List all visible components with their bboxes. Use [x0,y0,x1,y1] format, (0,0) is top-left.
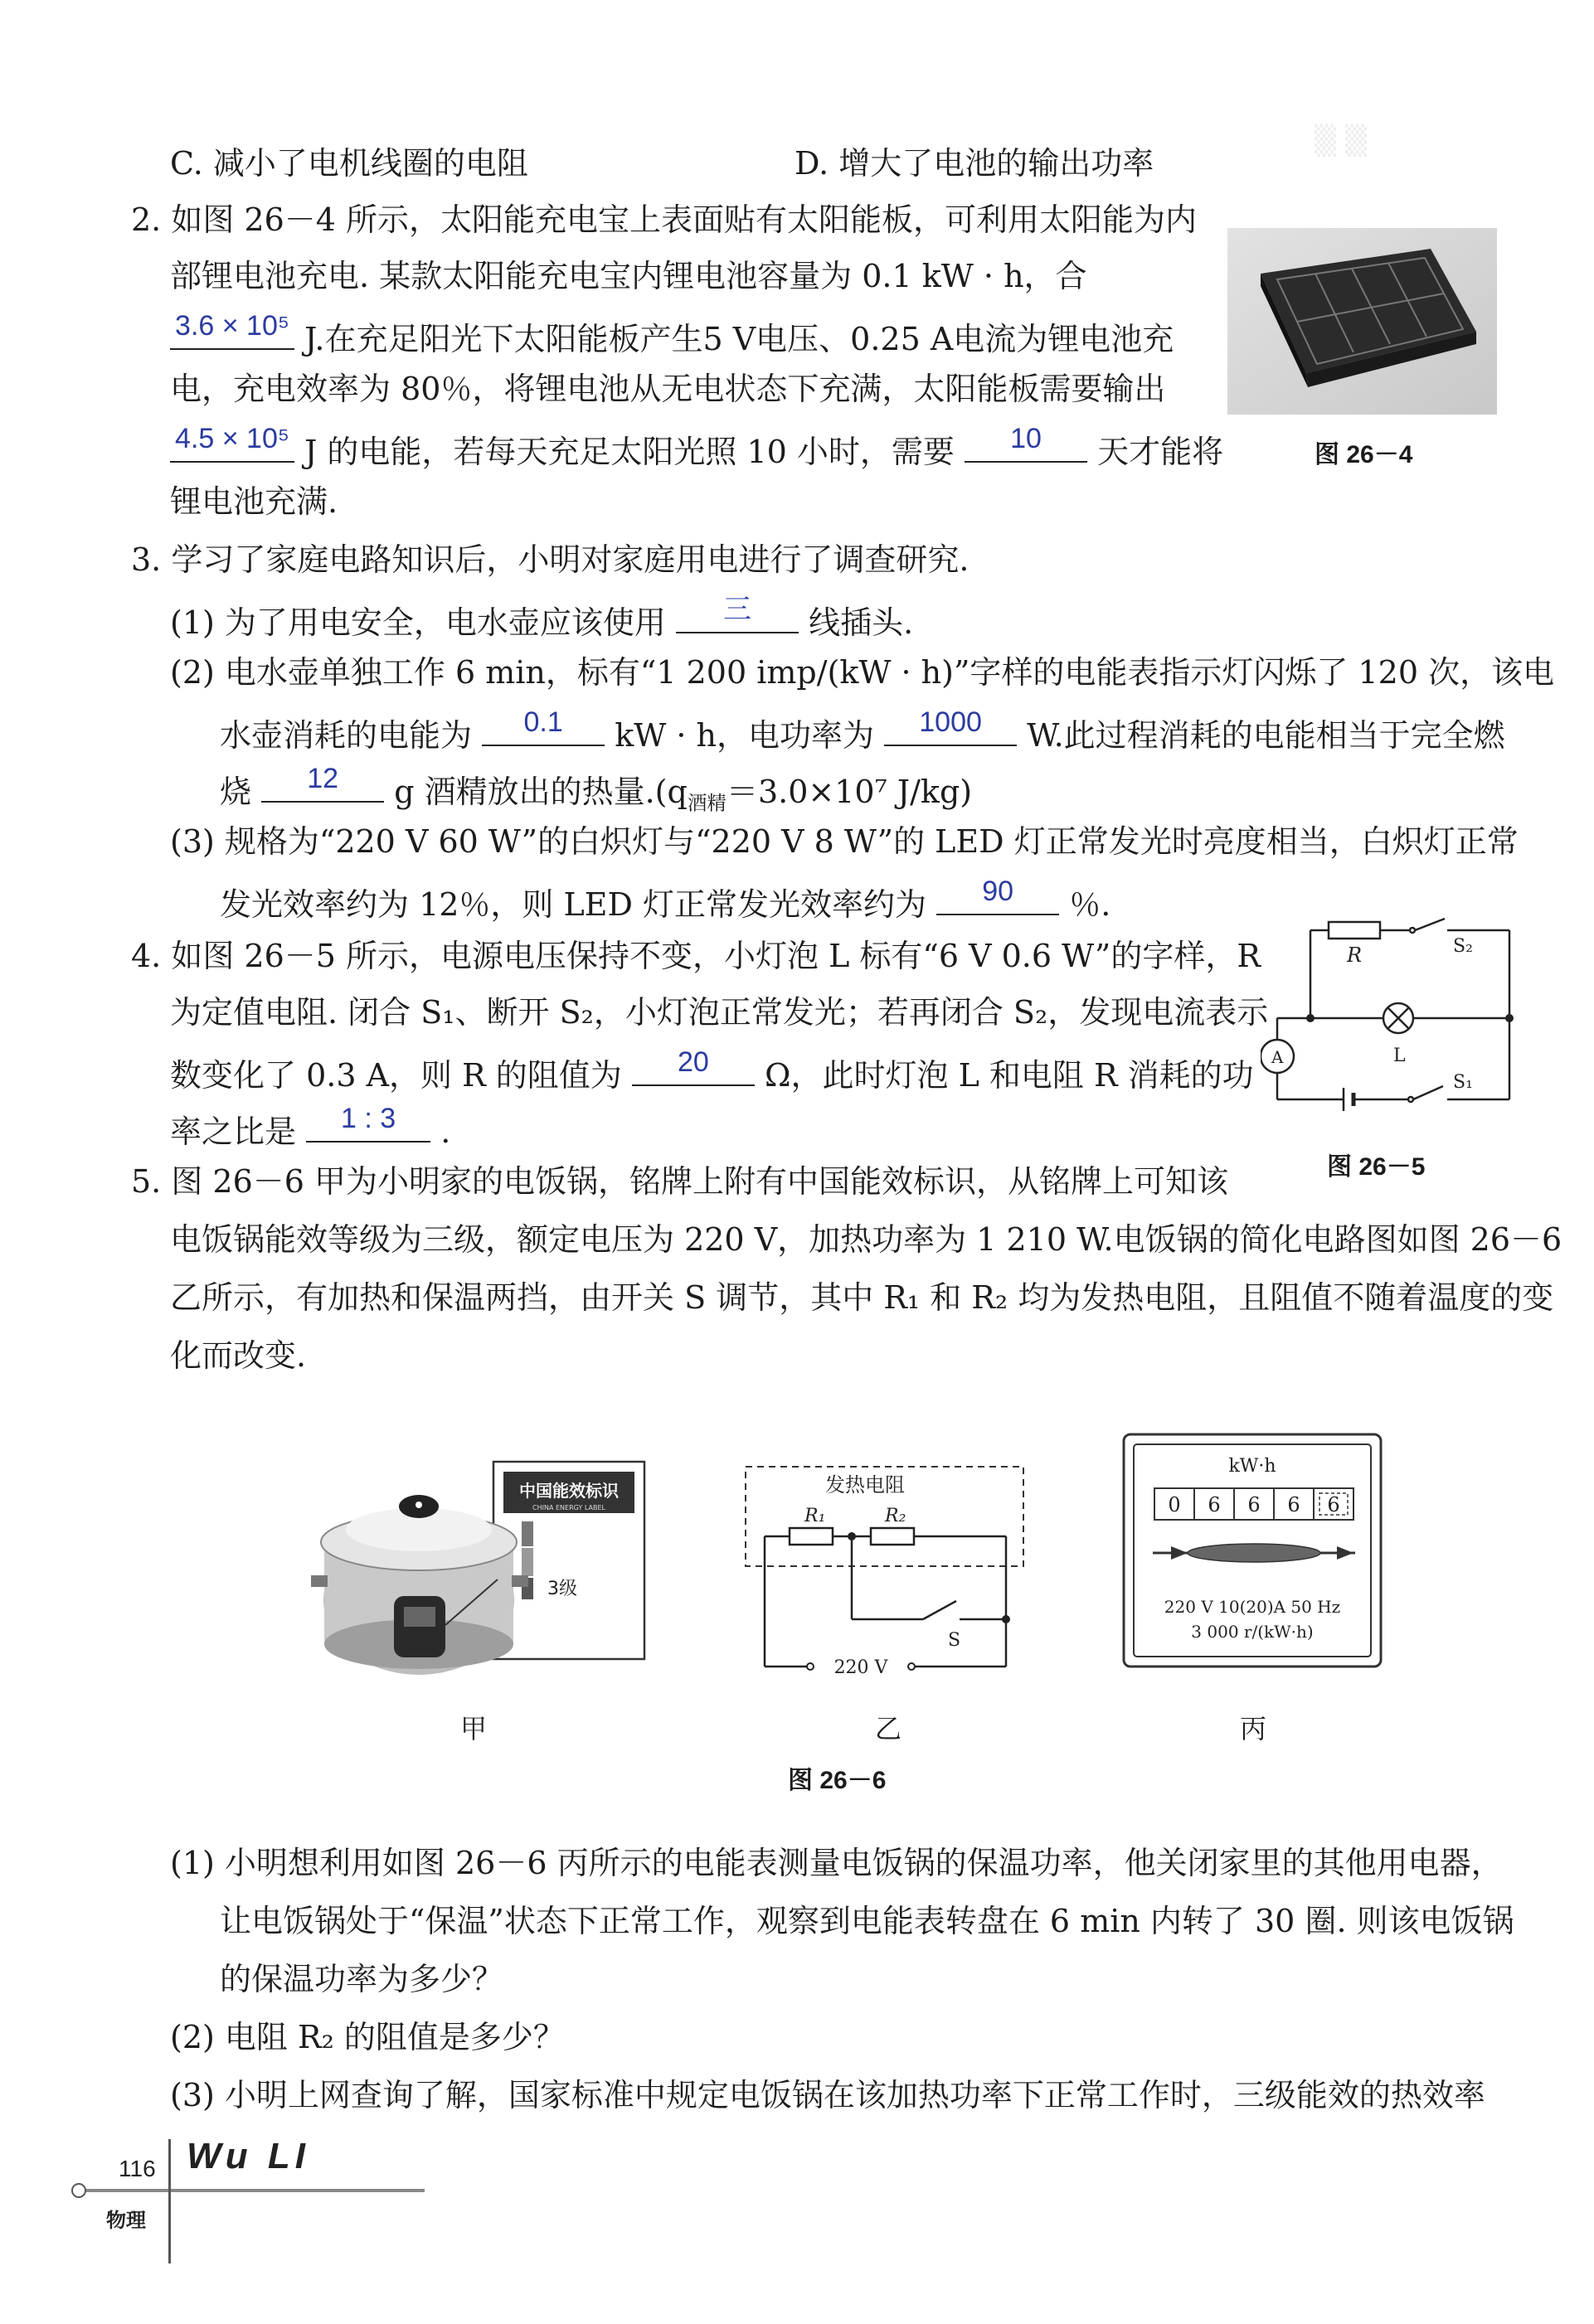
sub-label-bing: 丙 [1240,1713,1267,1744]
option-c: C. 减小了电机线圈的电阻 [170,145,528,182]
q3-answer-3: 1000 [919,706,982,739]
q2-line-2: 部锂电池充电. 某款太阳能充电宝内锂电池容量为 0.1 kW · h，合 [170,258,1087,294]
label-s1: S₁ [1453,1072,1473,1093]
q2-answer-1: 3.6 × 10⁵ [175,310,289,342]
q3-blank-4 [261,763,384,803]
q3-blank-5 [936,876,1059,915]
meter-spec-2: 3 000 r/(kW·h) [1191,1622,1314,1642]
q5-line-3: 乙所示，有加热和保温两挡，由开关 S 调节，其中 R₁ 和 R₂ 均为发热电阻，且阻值不随着温度的变 [170,1279,1554,1316]
q5-part-1-line-1: (1) 小明想利用如图 26－6 丙所示的电能表测量电饭锅的保温功率，他关闭家里的其他用电器， [170,1845,1503,1881]
footer-dot [71,2183,86,2198]
q3-answer-4: 12 [307,763,339,795]
q3-blank-2 [482,706,605,746]
q4-answer-1: 20 [677,1046,709,1079]
meter-digit-4: 6 [1287,1493,1300,1516]
q5-line-4: 化而改变. [170,1337,307,1374]
q4-line-1: 4. 如图 26－5 所示，电源电压保持不变，小灯泡 L 标有“6 V 0.6 W”的字样，R [131,938,1261,974]
meter-digit-2: 6 [1208,1493,1221,1516]
q3-answer-5: 90 [982,876,1014,908]
label-r: R [1346,944,1363,967]
q5-part-2: (2) 电阻 R₂ 的阻值是多少？ [170,2019,565,2055]
circuit-r2-label: R₂ [885,1506,906,1526]
electric-energy-meter [1120,1430,1385,1671]
page-number: 116 [119,2156,156,2181]
label-a: A [1271,1047,1284,1067]
q4-answer-2: 1 : 3 [341,1103,396,1135]
q5-line-1: 5. 图 26－6 甲为小明家的电饭锅，铭牌上附有中国能效标识，从铭牌上可知该 [131,1163,1229,1200]
circuit-s-label: S [948,1630,961,1651]
q2-line-5: 4.5 × 10⁵ J 的电能，若每天充足太阳光照 10 小时，需要 10 天才能将 [170,429,1223,468]
label-l: L [1393,1046,1406,1066]
q3-blank-3 [884,706,1017,746]
q3-part-3-line-1: (3) 规格为“220 V 60 W”的白炽灯与“220 V 8 W”的 LED 灯正常发光时亮度相当，白炽灯正常 [170,823,1519,860]
option-d: D. 增大了电池的输出功率 [795,145,1154,182]
solar-power-bank-photo [1227,228,1497,415]
energy-label-grade: 3级 [547,1579,577,1599]
q2-line-6: 锂电池充满. [170,483,338,520]
q2-blank-1 [170,310,294,350]
q5-part-3: (3) 小明上网查询了解，国家标准中规定电饭锅在该加热功率下正常工作时，三级能效的热效率 [170,2077,1485,2113]
fig-26-4-caption: 图 26－4 [1315,441,1413,468]
footer-vertical-rule [168,2139,171,2263]
q3-blank-1 [676,594,799,633]
q3-stem: 3. 学习了家庭电路知识后，小明对家庭用电进行了调查研究. [131,541,970,578]
q4-blank-2 [306,1103,430,1143]
label-s2: S₂ [1453,936,1473,957]
q3-part-1: (1) 为了用电安全，电水壶应该使用 三 线插头. [170,594,914,641]
q3-part-3-line-2: 发光效率约为 12％，则 LED 灯正常发光效率约为 90 ％. [220,876,1111,923]
circuit-voltage-label: 220 V [833,1657,888,1678]
q2-line-3: 3.6 × 10⁵ J.在充足阳光下太阳能板产生5 V电压、0.25 A电流为锂电池充 [170,317,1174,355]
circuit-r1-label: R₁ [804,1506,826,1526]
q2-blank-2 [170,423,294,463]
energy-label-sub: CHINA ENERGY LABEL [532,1504,605,1511]
circuit-diagram-26-5 [1261,912,1518,1119]
fig-26-5-caption: 图 26－5 [1327,1153,1426,1181]
footer-subject: 物理 [106,2209,146,2232]
sub-label-yi: 乙 [875,1713,902,1744]
heating-resistor-label: 发热电阻 [825,1473,905,1497]
meter-digit-1: 0 [1168,1493,1181,1516]
q2-blank-3 [965,423,1087,463]
meter-spec-1: 220 V 10(20)A 50 Hz [1164,1597,1341,1617]
energy-label-title: 中国能效标识 [519,1481,619,1501]
q3-part-2-line-2: 水壶消耗的电能为 0.1 kW · h，电功率为 1000 W.此过程消耗的电能相当于完全燃 [220,706,1505,754]
q4-line-3: 数变化了 0.3 A，则 R 的阻值为 20 Ω，此时灯泡 L 和电阻 R 消耗的功 [170,1046,1254,1094]
q2-line-1: 2. 如图 26－4 所示，太阳能充电宝上表面贴有太阳能板，可利用太阳能为内 [131,201,1198,238]
footer-rule [75,2189,425,2192]
sub-label-jia: 甲 [460,1713,488,1744]
meter-digit-5: 6 [1327,1493,1340,1516]
meter-digit-3: 6 [1247,1493,1261,1516]
q5-part-1-line-3: 的保温功率为多少？ [220,1961,504,1997]
q3-part-2-line-3: 烧 12 g 酒精放出的热量$.(q_{酒精}=3.0\times 10^7$ J/kg) [220,763,973,815]
q2-line-4: 电，充电效率为 80％，将锂电池从无电状态下充满，太阳能板需要输出 [170,371,1166,407]
q4-line-2: 为定值电阻. 闭合 S₁、断开 S₂，小灯泡正常发光；若再闭合 S₂，发现电流表示 [170,994,1269,1031]
q4-blank-1 [632,1046,755,1086]
q3-answer-2: 0.1 [523,706,563,739]
q2-answer-2: 4.5 × 10⁵ [175,423,289,455]
meter-unit: kW·h [1228,1456,1276,1477]
footer-logo: Wu LI [187,2136,310,2176]
q4-line-4: 率之比是 1 : 3 . [170,1103,451,1150]
q5-line-2: 电饭锅能效等级为三级，额定电压为 220 V，加热功率为 1 210 W.电饭锅的简化电路图如图 26－6 [170,1221,1562,1258]
fig-26-6-caption: 图 26－6 [788,1767,887,1794]
rice-cooker-with-energy-label [294,1455,651,1687]
q2-answer-3: 10 [1010,423,1042,455]
rice-cooker-circuit [742,1463,1037,1696]
q5-part-1-line-2: 让电饭锅处于“保温”状态下正常工作，观察到电能表转盘在 6 min 内转了 30 圈. 则该电饭锅 [220,1903,1514,1939]
faint-stamp: ▒ ▒ [1315,124,1368,158]
q3-answer-1: 三 [723,594,752,626]
q3-part-2-line-1: (2) 电水壶单独工作 6 min，标有“1 200 imp/(kW · h)”字样的电能表指示灯闪烁了 120 次，该电 [170,654,1555,691]
